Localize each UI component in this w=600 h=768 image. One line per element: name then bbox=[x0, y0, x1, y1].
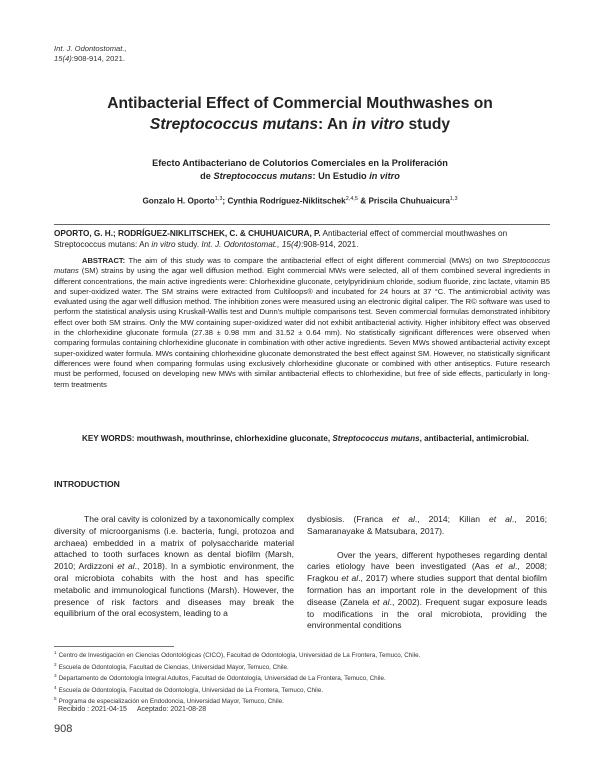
author-2: Cynthia Rodríguez-Niklitschek bbox=[227, 196, 346, 206]
footnote-divider bbox=[54, 646, 174, 647]
accepted-date: Aceptado: 2021-08-28 bbox=[136, 706, 207, 713]
left-column bbox=[54, 514, 294, 620]
footnote: $^3$ Departamento de Odontología Integral Adultos, Facultad de Odontología, Universidad de La Frontera, Temuco, Chile. bbox=[54, 673, 386, 683]
keywords: KEY WORDS: mouthwash, mouthrinse, chlorhexidine gluconate, Streptococcus mutans, antibacterial, antimicrobial. bbox=[82, 434, 529, 443]
author-3: Priscila Chuhuaicura bbox=[368, 196, 450, 206]
paper-title: Antibacterial Effect of Commercial Mouthwashes on Streptococcus mutans: An in vitro study bbox=[107, 95, 493, 133]
submission-dates bbox=[58, 706, 206, 713]
intro-paragraph-2: Over the years, different hypotheses regarding dental caries etiology have been investigated (Aas et al., 2008; Fragkou et al., 2017) where studies support that dental biofilm formation has an important role in the development of this disease (Zanela et al., 2002). Frequent sugar exposure leads to modifications in the oral microbiota, providing the environmental conditions bbox=[307, 549, 548, 631]
title-species: Streptococcus mutans bbox=[149, 116, 319, 133]
received-date: Recibido : 2021-04-15 bbox=[58, 706, 127, 713]
subtitle-species: Streptococcus mutans bbox=[213, 170, 313, 181]
subtitle-line1: Efecto Antibacteriano de Colutorios Comerciales en la Proliferación bbox=[152, 158, 448, 168]
spanish-title: Efecto Antibacteriano de Colutorios Comerciales en la Proliferación de Streptococcus mutans: Un Estudio in vitro bbox=[152, 158, 448, 181]
page-number: 908 bbox=[54, 723, 73, 735]
title-study: study bbox=[408, 116, 451, 133]
citation-journal: Int. J. Odontostomat., 15(4) bbox=[201, 240, 301, 249]
keywords-label: KEY WORDS: bbox=[82, 434, 135, 443]
footnote: $^4$ Escuela de Odontología, Facultad de Odontología, Universidad de La Frontera, Temuco, Chile. bbox=[54, 684, 324, 694]
author-1: Gonzalo H. Oporto bbox=[142, 196, 215, 206]
footnote: $^2$ Escuela de Odontología, Facultad de Ciencias, Universidad Mayor, Temuco, Chile. bbox=[54, 661, 289, 671]
journal-name: Int. J. Odontostomat., bbox=[54, 44, 127, 53]
subtitle-in-vitro: in vitro bbox=[369, 170, 400, 181]
intro-paragraph-1: The oral cavity is colonized by a taxonomically complex diversity of microorganisms (i.e. bacteria, fungi, protozoa and archaea) embedded in a matrix of polysaccharide material attached to tooth surfaces known as dental biofilm (Marsh, 2010; Ardizzoni et al., 2018). In a symbiotic environment, the oral microbiota cohabits with the host and has specific metabolic and immunological functions (Marsh). However, the presence of risk factors and diseases may break the equilibrium of the oral ecosystem, leading to a bbox=[54, 514, 294, 619]
right-column bbox=[307, 514, 547, 632]
divider bbox=[54, 224, 550, 225]
footnotes bbox=[54, 649, 420, 707]
title-in-vitro: in vitro bbox=[352, 116, 405, 133]
citation-authors: OPORTO, G. H.; RODRÍGUEZ-NIKLITSCHEK, C. & CHUHUAICURA, P. bbox=[54, 229, 321, 238]
footnote: $^1$ Centro de Investigación en Ciencias Odontológicas (CICO), Facultad de Odontología, Universidad de La Frontera, Temuco, Chile. bbox=[54, 650, 421, 660]
abstract: ABSTRACT: The aim of this study was to compare the antibacterial effect of eight different commercial (MWs) on two Streptococcus mutans (SM) strains by using the agar well diffusion method. Eight commercial MWs were selected, all of them combined several ingredients in different concentrations, the main active ingredients were: Chlorhexidine gluconate, cetylpyridinium chloride, sodium fluoride, zinc lactate, vitamin B5 and super-oxidized water. The SM strains were extracted from Cultiloops® and incubated for 24 hours at 37 °C. The antimicrobial activity was evaluated using the agar well diffusion method. The inhibition zones were measured using an electronic digital caliper. The R© software was used to perform the statistical analysis using Kruskall-Wallis test and Dunn's multiple comparisons test. Seven commercial formulas demonstrated inhibitory effect over both SM strains. Only the MW containing super-oxidized water did not exhibit antibacterial activity. Higher inhibitory effect was observed in the chlorhexidine gluconate formula (27.38 ± 0.98 mm and 31.52 ± 0.64 mm). No statistically significant differences were observed when comparing formulas containing chlorhexidine gluconate in combination with other active ingredients. Seven MWs showed antibacterial activity except super-oxidized water formula. MWs containing chlorhexidine gluconate demonstrated the best effect against SM. However, no statistically significant differences were found when comparing formulas using exclusively chlorhexidine gluconate or combined with other antiseptics. Future research must be performed, focused on developing new MWs with similar antibacterial effects to chlorhexidine, but free of side effects, particularly in long-term treatments bbox=[54, 256, 550, 389]
journal-volume: 15(4) bbox=[54, 54, 72, 63]
intro-paragraph-continued: dysbiosis. (Franca et al., 2014; Kilian et al., 2016; Samaranayake & Matsubara, 2017). bbox=[307, 514, 548, 536]
title-an: An bbox=[327, 116, 348, 133]
title-line1: Antibacterial Effect of Commercial Mouthwashes on bbox=[107, 95, 493, 112]
journal-reference bbox=[54, 44, 127, 64]
author-list: Gonzalo H. Oporto$^{1,3}$; Cynthia Rodríguez-Niklitschek$^{2,4,5}$ & Priscila Chuhuaicura$^{1,3}$ bbox=[142, 196, 458, 206]
abstract-label: ABSTRACT: bbox=[82, 256, 126, 265]
journal-pages: :908-914, 2021. bbox=[71, 54, 125, 63]
footnote: $^5$ Programa de especialización en Endodoncia, Universidad Mayor, Temuco, Chile. bbox=[54, 696, 284, 706]
citation: OPORTO, G. H.; RODRÍGUEZ-NIKLITSCHEK, C. & CHUHUAICURA, P. Antibacterial effect of commercial mouthwashes on Streptococcus mutans: An in vitro study. Int. J. Odontostomat., 15(4):908-914, 2021. bbox=[54, 229, 508, 249]
section-heading-introduction: INTRODUCTION bbox=[54, 479, 120, 489]
